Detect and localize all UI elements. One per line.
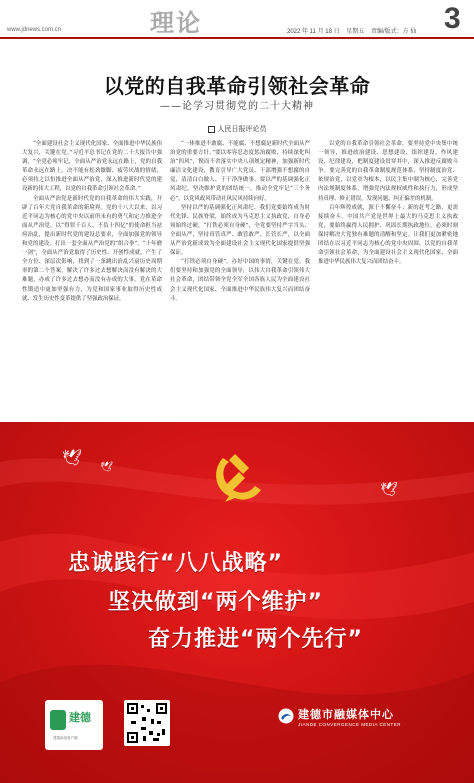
byline-box-icon	[208, 126, 215, 133]
app-logo[interactable]	[45, 700, 103, 750]
byline-text: 人民日报评论员	[217, 125, 267, 133]
article-body	[22, 140, 458, 416]
media-center-name: 建德市融媒体中心	[298, 708, 394, 721]
article-subhead: ——论学习贯彻党的二十大精神	[160, 101, 314, 112]
masthead	[0, 0, 474, 40]
editor-credit: 责编/版式：方 仙	[370, 29, 417, 35]
slogan-line-1: 忠诚践行“八八战略”	[68, 551, 283, 576]
app-logo-icon	[50, 710, 66, 730]
page-number: 3	[444, 2, 461, 35]
party-emblem-icon	[205, 444, 269, 508]
media-center-logo-icon	[278, 708, 294, 724]
dove-icon: 🕊	[62, 448, 83, 467]
paragraph: 百年辉煌成就，源于不懈奋斗；新的赶考之路，更需接续奋斗。中国共产党是世界上最大的马克思主义执政党，要始终赢得人民拥护、巩固长期执政地位，必须时刻保持解决大党独有难题的清醒和坚定。让我们更加紧密地团结在以习近平同志为核心的党中央周围，以党的自我革命引领社会革命，为全面建设社会主义现代化国家、全面推进中华民族伟大复兴而团结奋斗。	[318, 204, 458, 266]
issue-date: 2022 年 11 月 18 日	[287, 29, 340, 35]
paragraph: “打铁必须自身硬”。办好中国的事情，关键在党。我们要坚持和加强党的全面领导，以伟大自我革命引领伟大社会革命，团结带领全党全军全国各族人民为全面建设社会主义现代化国家、全面推进中华民族伟大复兴而团结奋斗。	[170, 259, 310, 302]
article-column-2	[170, 140, 310, 416]
paragraph: 以党的自我革命引领社会革命，要坚持党中央集中统一领导，推进政治建设、思想建设、组织建设、作风建设、纪律建设，把制度建设贯穿其中，深入推进反腐败斗争。要完善党的自我革命制度规范体系，坚持制度治党、依规治党，以党章为根本，以民主集中制为核心，完善党内法规制度体系，增强党内法规权威性和执行力，形成坚持真理、修正错误，发现问题、纠正偏差的机制。	[318, 141, 458, 202]
app-logo-tagline: 建德新闻客户端	[53, 736, 78, 740]
paragraph: “一体推进不敢腐、不能腐、不想腐是新时代全面从严治党的重要方针。”要以零容忍态度惩治腐败，持续深化纠治“四风”，锲而不舍落实中央八项规定精神，加强新时代廉洁文化建设，教育引导广大党员、干部增强不想腐的自觉，清清白白做人、干干净净做事。要以严的基调强化正风肃纪，坚决维护党的团结统一，推动全党牢记“三个务必”，以党风政风带动社风民风持续向好。	[170, 141, 310, 202]
media-center-name-en: JIANDE CONVERGENCE MEDIA CENTER	[298, 722, 402, 727]
paragraph: 坚持以严的基调强化正风肃纪。我们党要始终成为时代先锋、民族脊梁，始终成为马克思主义执政党，自身必须始终过硬。“打铁必须自身硬”，全党要坚持严字当头、全面从严，坚持真管真严、敢管敢严、长管长严，以全面从严治党新成效为全面建设社会主义现代化国家提供坚强保证。	[170, 204, 310, 257]
dove-icon: 🕊	[380, 482, 398, 498]
issue-weekday: 星期五	[346, 29, 365, 35]
qr-code-icon[interactable]	[124, 700, 170, 746]
slogan-line-3: 奋力推进“两个先行”	[148, 627, 363, 652]
app-logo-name: 建德	[69, 711, 91, 724]
dove-icon: 🕊	[100, 462, 113, 473]
issue-meta	[287, 26, 416, 35]
article-column-1	[22, 140, 162, 416]
article-headline: 以党的自我革命引领社会革命	[103, 74, 371, 98]
paragraph: “全面建设社会主义现代化国家、全面推进中华民族伟大复兴，关键在党。”习近平总书记在党的二十大报告中强调，“全党必须牢记，全面从严治党永远在路上，党的自我革命永远在路上，决不能有松劲歇脚、疲劳厌战的情绪，必须持之以恒推进全面从严治党，深入推进新时代党的建设新的伟大工程，以党的自我革命引领社会革命。”	[22, 141, 162, 193]
qr-code-pattern	[127, 703, 167, 743]
section-title: 理论	[150, 9, 202, 37]
article-column-3	[318, 140, 458, 416]
paragraph: 全面从严治党是新时代党的自我革命的伟大实践，开辟了百年大党自我革命的新境界。党的十八大以来，以习近平同志为核心的党中央以前所未有的勇气和定力推进全面从严治党，以“得罪千百人、不负十四亿”的使命担当祛疴治乱，提出新时代党的建设总要求，全面加强党的领导和党的建设，打出一套全面从严治党的“组合拳”。“十年磨一剑”，全面从严治党取得了历史性、开创性成就，产生了全方位、深层次影响，找到了一条跳出治乱兴衰历史周期率的第二个答案，解决了许多过去想解决而没有解决的大难题，办成了许多过去想办而没有办成的大事，党在革命性锻造中更加坚强有力，为党和国家事业取得历史性成就、发生历史性变革提供了坚强政治保证。	[22, 195, 162, 302]
slogan-line-2: 坚决做到“两个维护”	[108, 590, 323, 615]
article-byline	[0, 124, 474, 134]
site-url[interactable]: www.jdnews.com.cn	[7, 27, 62, 33]
header-rule	[0, 37, 474, 39]
